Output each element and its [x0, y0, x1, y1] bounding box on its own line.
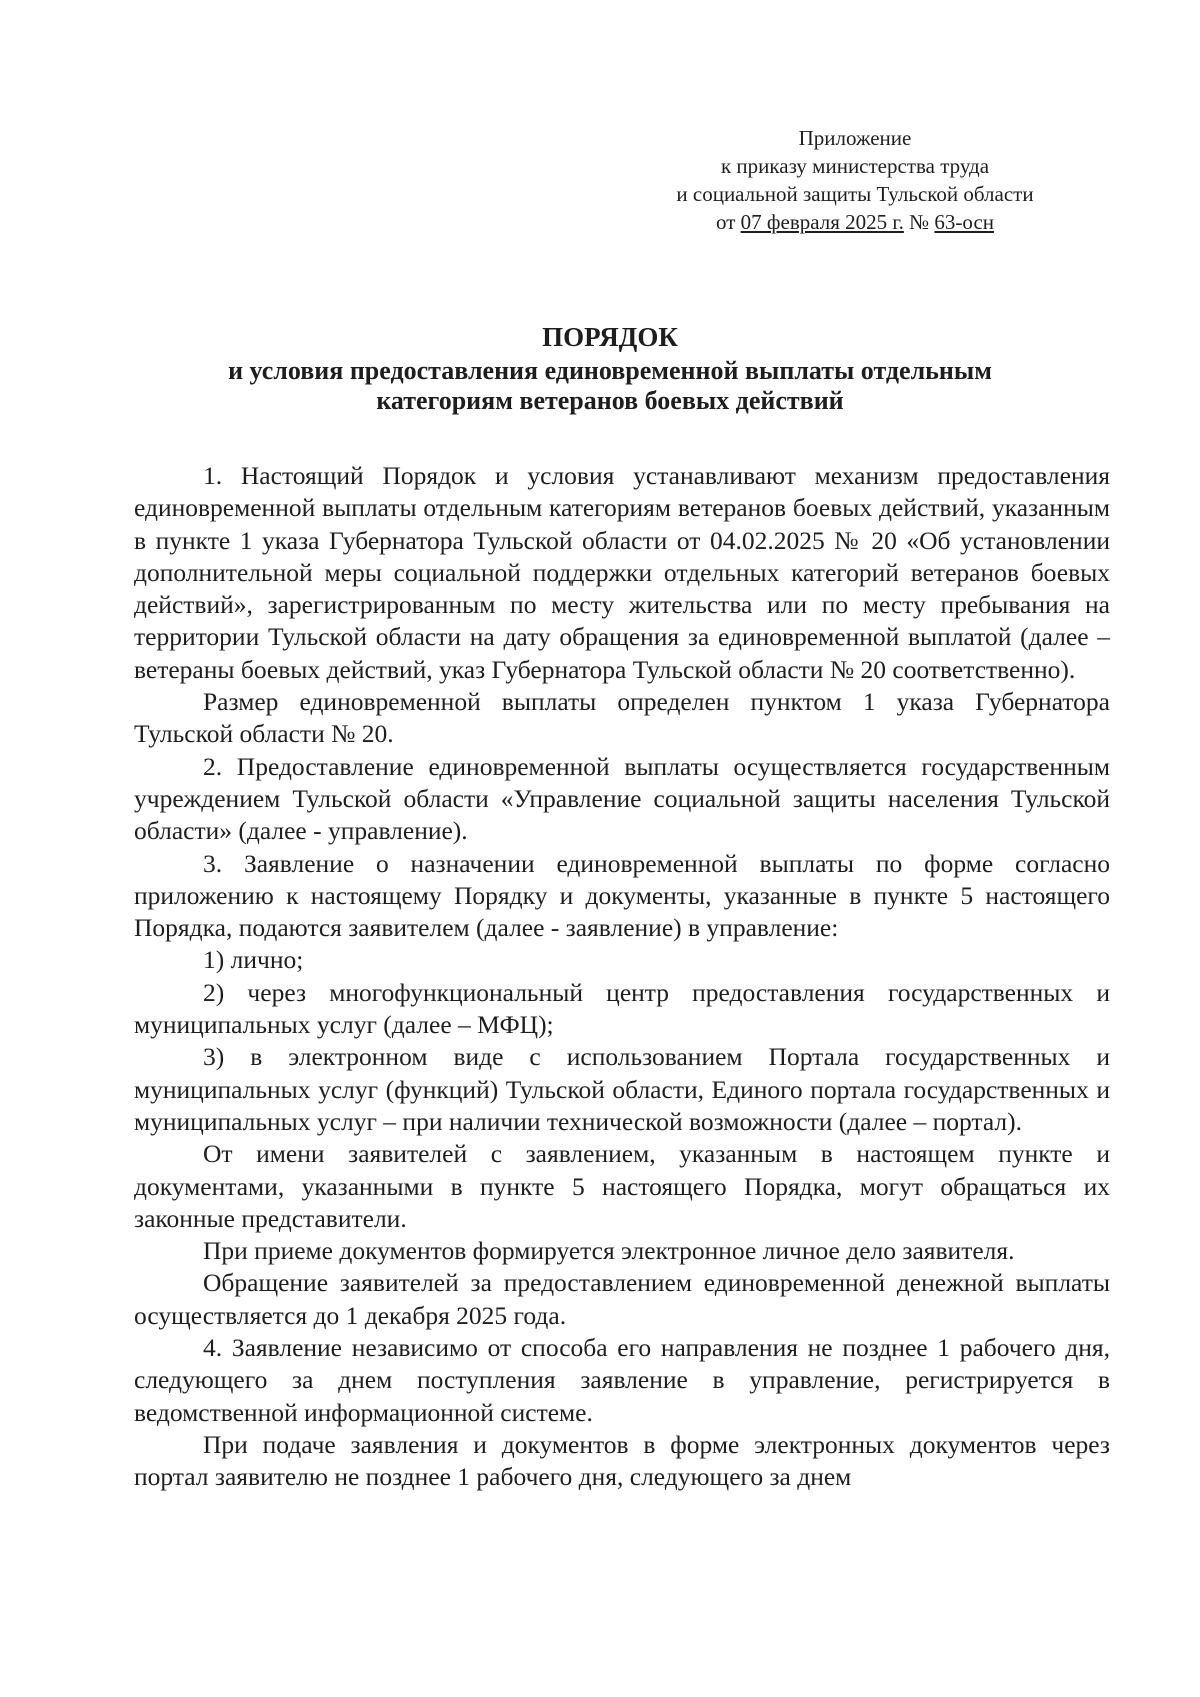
paragraph: Обращение заявителей за предоставлением единовременной денежной выплаты осуществляется до 1 декабря 2025 года.	[134, 1268, 1110, 1330]
attachment-label: Приложение	[798, 126, 912, 150]
paragraph: От имени заявителей с заявлением, указанным в настоящем пункте и документами, указанными в пункте 5 настоящего Порядка, могут обращаться их законные представители.	[134, 1139, 1110, 1233]
attachment-order-ref: к приказу министерства труда	[720, 154, 990, 178]
paragraph: Размер единовременной выплаты определен пунктом 1 указа Губернатора Тульской области № 20.	[134, 687, 1110, 749]
paragraph: 3. Заявление о назначении единовременной выплаты по форме согласно приложению к настоящему Порядку и документы, указанные в пункте 5 настоящего Порядка, подаются заявителем (далее - заявление) в управление:	[134, 848, 1110, 943]
attachment-date: 07 февраля 2025 г.	[740, 210, 904, 234]
paragraph: При подаче заявления и документов в форме электронных документов через портал заявителю не позднее 1 рабочего дня, следующего за днем	[134, 1429, 1110, 1492]
paragraph: 4. Заявление независимо от способа его направления не позднее 1 рабочего дня, следующего за днем поступления заявление в управление, регистрируется в ведомственной информационной системе.	[134, 1333, 1110, 1427]
paragraph: 2) через многофункциональный центр предоставления государственных и муниципальных услуг (далее – МФЦ);	[134, 977, 1110, 1040]
paragraph: 3) в электронном виде с использованием Портала государственных и муниципальных услуг (функций) Тульской области, Единого портала государственных и муниципальных услуг – при наличии технической возможности (далее – портал).	[134, 1042, 1110, 1136]
document-title	[140, 322, 1080, 416]
attachment-header	[600, 124, 1110, 236]
attachment-number-sign: №	[903, 210, 935, 234]
title-sub-line-2: категориям ветеранов боевых действий	[376, 386, 844, 415]
attachment-number: 63-осн	[934, 210, 994, 234]
attachment-ministry: и социальной защиты Тульской области	[676, 182, 1034, 206]
attachment-date-number	[600, 208, 1110, 236]
title-main: ПОРЯДОК	[542, 322, 678, 352]
paragraph: 1. Настоящий Порядок и условия устанавливают механизм предоставления единовременной выплаты отдельным категориям ветеранов боевых действий, указанным в пункте 1 указа Губернатора Тульской области от 04.02.2025 № 20 «Об установлении дополнительной меры социальной поддержки отдельных категорий ветеранов боевых действий», зарегистрированным по месту жительства или по месту пребывания на территории Тульской области на дату обращения за единовременной выплатой (далее – ветераны боевых действий, указ Губернатора Тульской области № 20 соответственно).	[134, 461, 1110, 684]
attachment-from: от	[715, 210, 741, 234]
paragraph: 1) лично;	[203, 945, 304, 975]
title-sub-line-1: и условия предоставления единовременной выплаты отдельным	[228, 356, 992, 385]
document-body	[134, 460, 1110, 1494]
paragraph: При приеме документов формируется электронное личное дело заявителя.	[203, 1236, 1015, 1266]
paragraph: 2. Предоставление единовременной выплаты осуществляется государственным учреждением Тульской области «Управление социальной защиты населения Тульской области» (далее - управление).	[134, 751, 1110, 846]
